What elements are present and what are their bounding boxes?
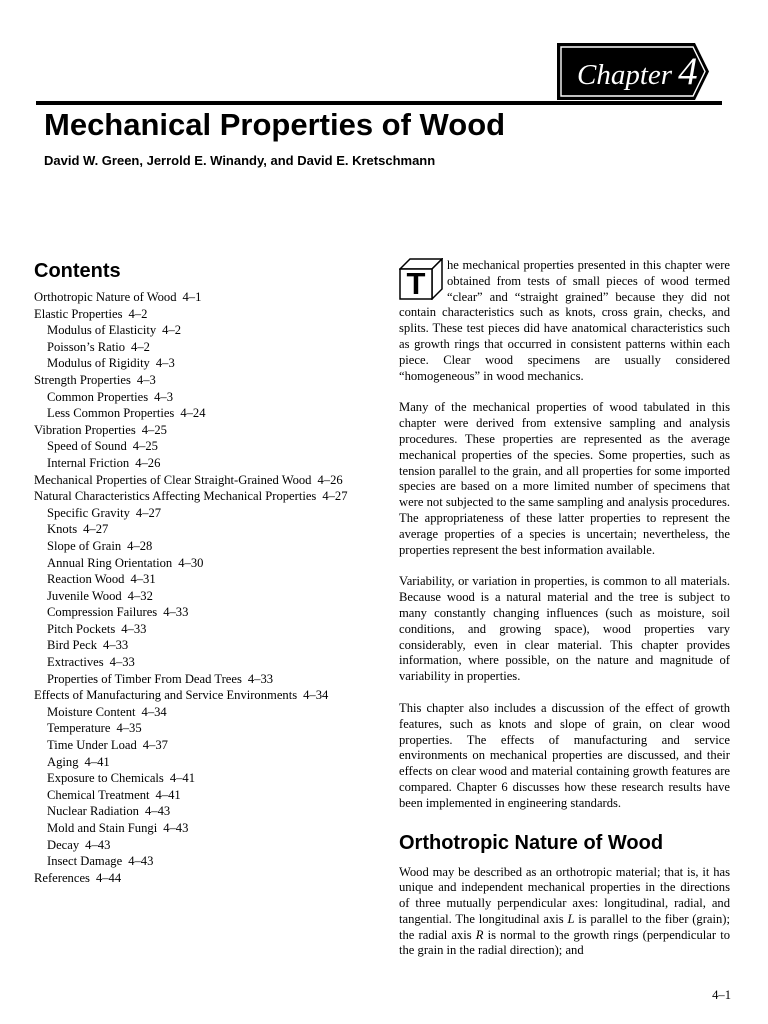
toc-item-label: Bird Peck	[47, 638, 98, 653]
toc-item-label: References	[34, 870, 90, 885]
toc-item-label: Reaction Wood	[47, 572, 125, 587]
toc-item-label: Common Properties	[47, 389, 149, 404]
toc-item-page: 4–41	[169, 771, 196, 786]
toc-item-label: Internal Friction	[47, 455, 130, 470]
toc-item-label: Strength Properties	[34, 372, 131, 387]
toc-item-page: 4–3	[136, 372, 156, 387]
chapter-tab	[557, 43, 709, 100]
toc-item-label: Modulus of Elasticity	[47, 323, 157, 338]
toc-item-page: 4–26	[317, 472, 343, 487]
toc-item-page: 4–43	[144, 804, 171, 819]
toc-item	[34, 704, 374, 721]
paragraph-2: Many of the mechanical properties of wood tabulated in this chapter were derived from extensive sampling and analysis procedures. These properties are represented as the average mechanical properties of the species. Some properties, such as tension parallel to the grain, and all properties for some imported species are based on a more limited number of specimens that were not subjected to the same sampling and analysis procedures. The appropriateness of these latter properties to represent the average properties of a species is uncertain; nevertheless, the properties represent the best information available.	[399, 400, 730, 557]
toc-item-page: 4–35	[116, 721, 142, 736]
toc-item-page: 4–27	[135, 505, 162, 520]
chapter-word: Chapter	[577, 59, 673, 91]
toc-item	[34, 538, 374, 555]
toc-item	[34, 687, 374, 704]
toc-item	[34, 488, 374, 505]
toc-item	[34, 505, 374, 522]
toc-item	[34, 472, 374, 489]
toc-item	[34, 803, 374, 820]
toc-item-page: 4–28	[127, 538, 153, 553]
toc-item	[34, 787, 374, 804]
toc-item	[34, 521, 374, 538]
toc-item	[34, 737, 374, 754]
toc-item-label: Elastic Properties	[34, 306, 123, 321]
toc-item-page: 4–3	[155, 356, 175, 371]
toc-item-label: Pitch Pockets	[47, 621, 116, 636]
toc-item-page: 4–43	[163, 821, 189, 835]
toc-item-page: 4–37	[142, 738, 168, 753]
p5-text-b: is parallel to the fiber (grain); the radial axis	[399, 911, 731, 942]
toc-item-page: 4–2	[131, 339, 150, 354]
toc-item	[34, 671, 374, 688]
toc-item-page: 4–1	[182, 290, 202, 304]
toc-item	[34, 339, 374, 356]
toc-item-label: Aging	[47, 754, 79, 769]
toc-item-page: 4–43	[128, 854, 154, 869]
toc-item	[34, 720, 374, 737]
toc-item-label: Knots	[47, 522, 78, 537]
toc-item-label: Orthotropic Nature of Wood	[34, 290, 177, 304]
toc-item	[34, 455, 374, 472]
toc-item-page: 4–2	[162, 323, 182, 338]
toc-item	[34, 588, 374, 605]
dropcap-cube-icon	[399, 258, 443, 300]
toc-item	[34, 571, 374, 588]
toc-item	[34, 405, 374, 422]
toc-item-label: Insect Damage	[47, 854, 123, 869]
body-column	[399, 258, 730, 959]
contents-list	[34, 289, 374, 886]
toc-item-label: Exposure to Chemicals	[47, 771, 164, 786]
toc-item-page: 4–27	[83, 522, 109, 537]
toc-item-page: 4–32	[127, 588, 153, 603]
toc-item	[34, 820, 374, 837]
toc-item-label: Mechanical Properties of Clear Straight-Grained Wood	[34, 472, 312, 487]
toc-item	[34, 438, 374, 455]
toc-item-page: 4–33	[109, 655, 135, 670]
toc-item-label: Compression Failures	[47, 605, 158, 620]
toc-item-label: Mold and Stain Fungi	[47, 821, 158, 835]
toc-item-label: Effects of Manufacturing and Service Environments	[34, 688, 298, 703]
toc-item-page: 4–33	[103, 638, 129, 653]
chapter-label	[577, 50, 698, 94]
toc-item	[34, 555, 374, 572]
toc-item-page: 4–27	[322, 489, 348, 504]
p5-text-c: is normal to the growth rings (perpendicular to the grain in the radial direction); and	[399, 927, 730, 958]
toc-item-label: Natural Characteristics Affecting Mechanical Properties	[34, 489, 317, 504]
axis-R: R	[475, 927, 484, 942]
toc-item-page: 4–25	[141, 422, 167, 437]
toc-item	[34, 289, 374, 306]
toc-item-page: 4–31	[130, 572, 156, 587]
toc-item	[34, 372, 374, 389]
title-rule	[36, 101, 722, 105]
toc-item	[34, 637, 374, 654]
toc-item-page: 4–25	[132, 439, 158, 454]
section-heading-orthotropic: Orthotropic Nature of Wood	[399, 831, 664, 854]
toc-item-page: 4–24	[180, 406, 206, 421]
p5-text-a: Wood may be described as an orthotropic material; that is, it has unique and independent mechanical properties in the directions of three mutually perpendicular axes: longitudinal, radial, and tangential. The longitudinal axis	[399, 864, 730, 926]
toc-item	[34, 754, 374, 771]
toc-item	[34, 422, 374, 439]
toc-item-label: Annual Ring Orientation	[47, 555, 173, 570]
authors: David W. Green, Jerrold E. Winandy, and David E. Kretschmann	[44, 153, 436, 168]
toc-item	[34, 654, 374, 671]
toc-item-page: 4–41	[155, 787, 181, 802]
toc-item-label: Nuclear Radiation	[47, 804, 139, 819]
toc-item-page: 4–2	[128, 306, 148, 321]
toc-item-page: 4–33	[163, 605, 189, 620]
toc-item-label: Vibration Properties	[34, 422, 136, 437]
toc-item-page: 4–3	[154, 389, 173, 404]
toc-item	[34, 837, 374, 854]
toc-item-label: Less Common Properties	[47, 406, 175, 421]
toc-item-label: Time Under Load	[47, 738, 137, 753]
intro-text: he mechanical properties presented in this chapter were obtained from tests of small pieces of wood termed “clear” and “straight grained” because they did not contain characteristics such as knots, cross grain, checks, and splits. These test pieces did have anatomical characteristics such as growth rings that occurred in consistent patterns within each piece. Clear wood specimens are usually considered “homogeneous” in wood mechanics.	[399, 258, 730, 383]
toc-item-label: Properties of Timber From Dead Trees	[47, 671, 242, 686]
toc-item-label: Slope of Grain	[47, 538, 122, 553]
dropcap-letter: T	[406, 266, 426, 300]
toc-item-page: 4–34	[141, 704, 167, 719]
toc-item-page: 4–34	[303, 688, 329, 703]
axis-L: L	[567, 911, 575, 926]
paragraph-5	[399, 865, 730, 960]
paragraph-4: This chapter also includes a discussion of the effect of growth features, such as knots and slope of grain, on clear wood properties. The effects of manufacturing and service environments on mechanical properties are discussed, and their effects on clear wood and material containing growth features are compared. Chapter 6 discusses how these research results have been implemented in engineering standards.	[399, 700, 730, 810]
toc-item-page: 4–41	[84, 754, 110, 769]
chapter-number: 4	[678, 50, 698, 93]
toc-item-page: 4–26	[135, 455, 161, 470]
toc-item-page: 4–33	[121, 621, 147, 636]
toc-item	[34, 604, 374, 621]
page-number: 4–1	[712, 988, 731, 1002]
table-of-contents	[34, 258, 374, 886]
toc-item	[34, 770, 374, 787]
toc-item-label: Decay	[47, 837, 80, 852]
toc-item-label: Modulus of Rigidity	[47, 356, 150, 371]
toc-item-label: Temperature	[47, 721, 111, 736]
toc-item-label: Chemical Treatment	[47, 787, 150, 802]
toc-item-page: 4–30	[178, 555, 204, 570]
toc-item-label: Specific Gravity	[47, 505, 130, 520]
toc-item	[34, 853, 374, 870]
toc-item	[34, 355, 374, 372]
toc-item-page: 4–44	[95, 870, 122, 885]
toc-item	[34, 870, 374, 887]
toc-item	[34, 322, 374, 339]
toc-item-label: Extractives	[47, 655, 104, 670]
toc-item-label: Moisture Content	[47, 704, 136, 719]
paragraph-3: Variability, or variation in properties, is common to all materials. Because wood is a natural material and the tree is subject to many constantly changing influences (such as moisture, soil conditions, and growing space), wood properties vary considerably, even in clear material. This chapter provides information, where possible, on the nature and magnitude of variability in properties.	[399, 574, 730, 684]
toc-item-page: 4–33	[247, 671, 274, 686]
toc-item-label: Juvenile Wood	[47, 588, 122, 603]
toc-item	[34, 389, 374, 406]
toc-item	[34, 621, 374, 638]
page-title: Mechanical Properties of Wood	[44, 107, 506, 142]
toc-item	[34, 306, 374, 323]
toc-item-page: 4–43	[85, 837, 111, 852]
intro-paragraph	[399, 258, 730, 384]
toc-item-label: Speed of Sound	[47, 439, 127, 454]
toc-item-label: Poisson’s Ratio	[47, 339, 126, 354]
contents-heading: Contents	[34, 260, 121, 282]
